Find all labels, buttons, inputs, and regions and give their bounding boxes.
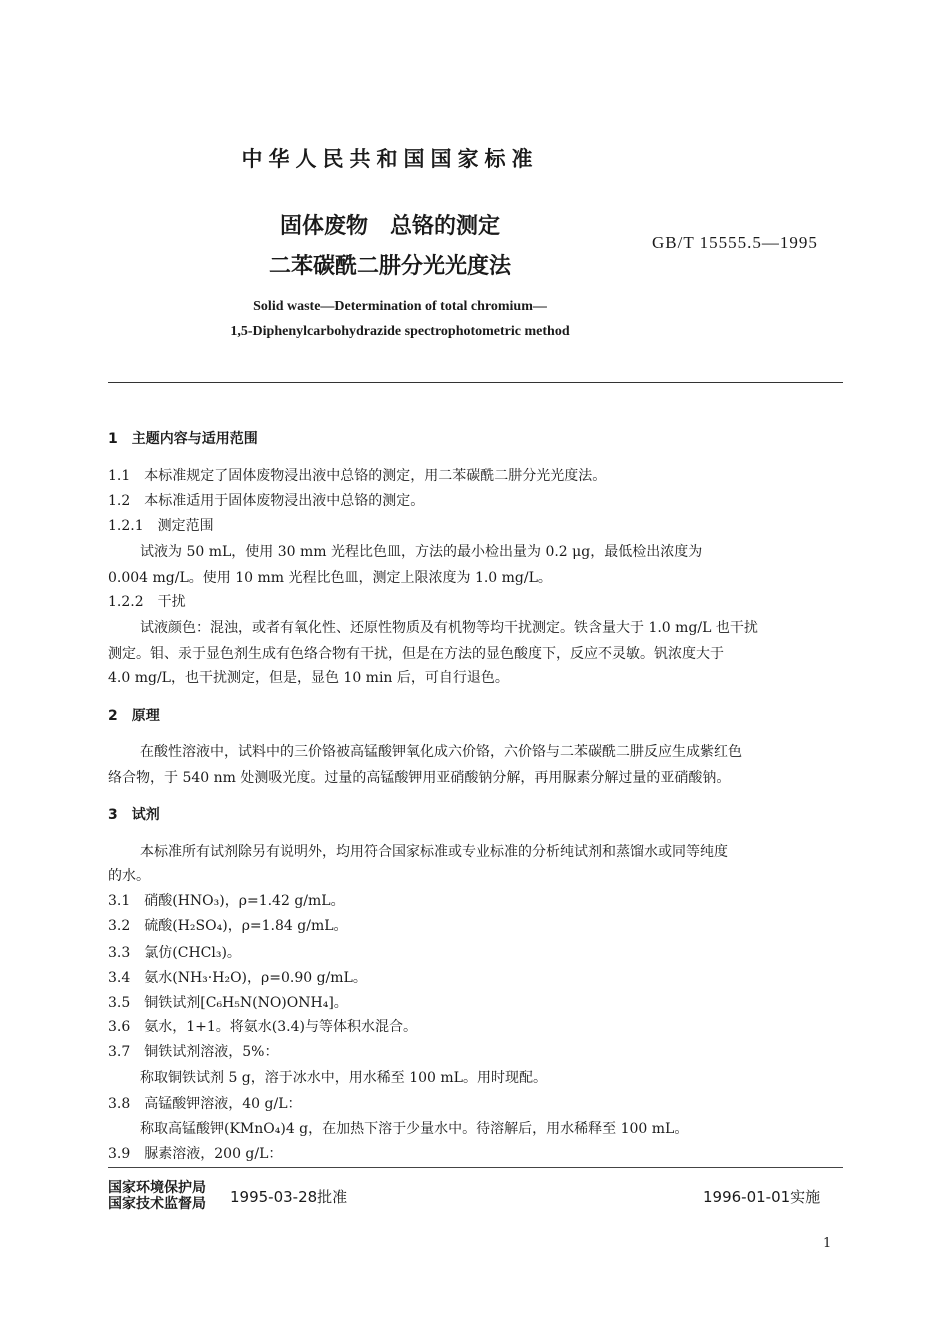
clause-1-2-2-text-2: 测定。钼、汞于显色剂生成有色络合物有干扰，但是在方法的显色酸度下，反应不灵敏。钒浓度大于 xyxy=(108,646,724,662)
section-3-text-2: 的水。 xyxy=(108,868,150,884)
clause-3-4: 3.4 氨水(NH₃·H₂O)，ρ=0.90 g/mL。 xyxy=(108,970,367,986)
clause-1-2-2-text-3: 4.0 mg/L，也干扰测定，但是，显色 10 min 后，可自行退色。 xyxy=(108,670,509,686)
header-divider xyxy=(108,382,843,383)
clause-1-2-1-heading: 1.2.1 测定范围 xyxy=(108,518,214,534)
clause-1-2-1-text-1: 试液为 50 mL，使用 30 mm 光程比色皿，方法的最小检出量为 0.2 μg，最低检出浓度为 xyxy=(140,544,703,560)
clause-3-7-text: 称取铜铁试剂 5 g，溶于冰水中，用水稀至 100 mL。用时现配。 xyxy=(140,1070,547,1086)
section-3-heading: 3 试剂 xyxy=(108,807,160,823)
issuer-2: 国家技术监督局 xyxy=(108,1196,206,1212)
clause-1-1: 1.1 本标准规定了固体废物浸出液中总铬的测定，用二苯碳酰二肼分光光度法。 xyxy=(108,468,607,484)
standard-code: GB/T 15555.5—1995 xyxy=(652,233,818,252)
clause-1-2-1-text-2: 0.004 mg/L。使用 10 mm 光程比色皿，测定上限浓度为 1.0 mg/L。 xyxy=(108,570,552,586)
approval-date: 1995-03-28批准 xyxy=(230,1188,348,1206)
english-title-line2: 1,5-Diphenylcarbohydrazide spectrophotometric method xyxy=(230,324,570,339)
section-3-text-1: 本标准所有试剂除另有说明外，均用符合国家标准或专业标准的分析纯试剂和蒸馏水或同等纯度 xyxy=(140,844,728,860)
clause-3-8-text: 称取高锰酸钾(KMnO₄)4 g，在加热下溶于少量水中。待溶解后，用水稀释至 100 mL。 xyxy=(140,1121,689,1137)
clause-1-2-2-heading: 1.2.2 干扰 xyxy=(108,594,186,610)
clause-3-1: 3.1 硝酸(HNO₃)，ρ=1.42 g/mL。 xyxy=(108,893,345,909)
clause-3-9: 3.9 脲素溶液，200 g/L： xyxy=(108,1146,283,1162)
clause-1-2-2-text-1: 试液颜色：混浊，或者有氧化性、还原性物质及有机物等均干扰测定。铁含量大于 1.0 mg/L 也干扰 xyxy=(140,620,758,636)
document-title-line2: 二苯碳酰二肼分光光度法 xyxy=(268,254,511,279)
clause-3-6: 3.6 氨水，1+1。将氨水(3.4)与等体积水混合。 xyxy=(108,1019,417,1035)
section-2-text-1: 在酸性溶液中，试料中的三价铬被高锰酸钾氧化成六价铬，六价铬与二苯碳酰二肼反应生成紫红色 xyxy=(140,744,742,760)
clause-3-3: 3.3 氯仿(CHCl₃)。 xyxy=(108,945,241,961)
section-1-heading: 1 主题内容与适用范围 xyxy=(108,431,258,447)
section-2-heading: 2 原理 xyxy=(108,708,160,724)
clause-1-2: 1.2 本标准适用于固体废物浸出液中总铬的测定。 xyxy=(108,493,425,509)
effective-date: 1996-01-01实施 xyxy=(703,1188,821,1206)
clause-3-5: 3.5 铜铁试剂[C₆H₅N(NO)ONH₄]。 xyxy=(108,995,348,1011)
clause-3-7: 3.7 铜铁试剂溶液，5%： xyxy=(108,1044,279,1060)
issuer-1: 国家环境保护局 xyxy=(108,1180,206,1196)
clause-3-8: 3.8 高锰酸钾溶液，40 g/L： xyxy=(108,1096,302,1112)
standard-title: 中华人民共和国国家标准 xyxy=(241,147,539,171)
english-title-line1: Solid waste—Determination of total chromium— xyxy=(253,299,547,314)
clause-3-2: 3.2 硫酸(H₂SO₄)，ρ=1.84 g/mL。 xyxy=(108,918,348,934)
document-title-line1: 固体废物 总铬的测定 xyxy=(279,214,500,239)
page-number: 1 xyxy=(823,1236,832,1251)
footer-divider xyxy=(108,1167,843,1168)
section-2-text-2: 络合物，于 540 nm 处测吸光度。过量的高锰酸钾用亚硝酸钠分解，再用脲素分解过量的亚硝酸钠。 xyxy=(108,770,731,786)
